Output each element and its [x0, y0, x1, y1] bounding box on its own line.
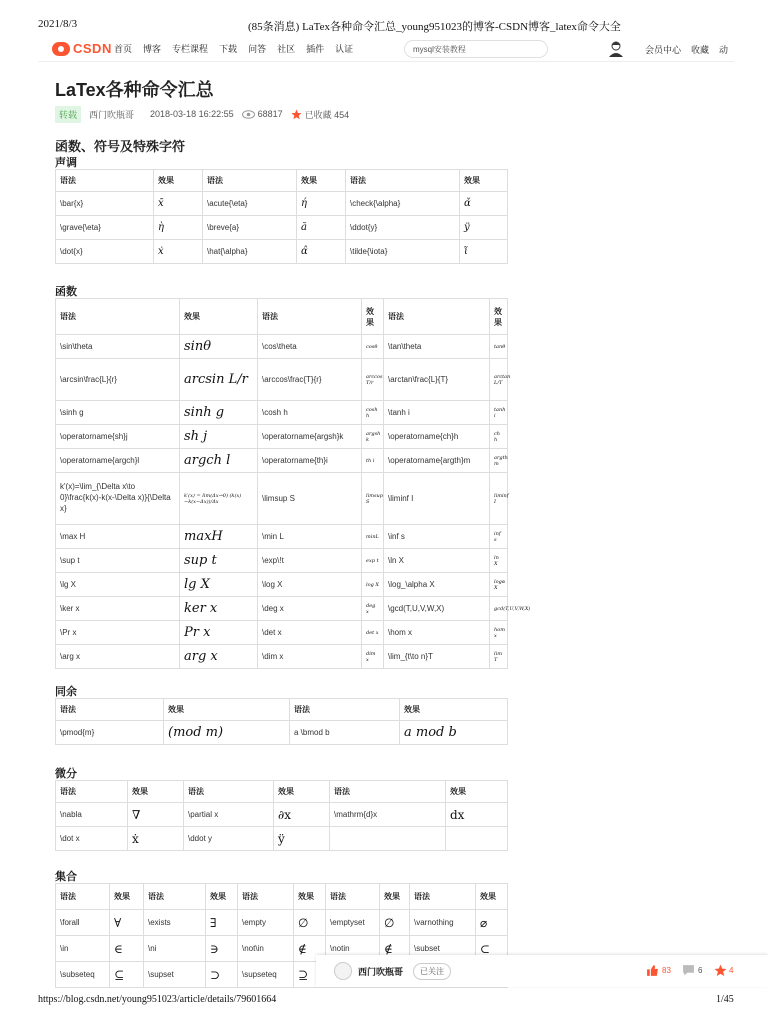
- effect-cell: ⊆: [110, 962, 144, 988]
- effect-cell: ∉: [294, 936, 326, 962]
- syntax-cell: \ker x: [56, 597, 180, 621]
- table-row: [56, 473, 508, 525]
- publish-date: 2018-03-18 16:22:55: [150, 109, 234, 119]
- csdn-logo-icon: [52, 42, 70, 56]
- syntax-cell: \varnothing: [410, 910, 476, 936]
- nav-menu: [114, 42, 353, 55]
- syntax-cell: \liminf I: [384, 473, 490, 525]
- header-cell: 语法: [144, 884, 206, 910]
- effect-cell: exp t: [362, 549, 384, 573]
- heading-weifen: 微分: [55, 768, 77, 780]
- effect-cell: dim x: [362, 645, 384, 669]
- header-cell: 效果: [110, 884, 144, 910]
- effect-cell: tanh i: [490, 401, 508, 425]
- header-cell: 语法: [258, 299, 362, 335]
- table-row: [56, 597, 508, 621]
- effect-cell: ∋: [206, 936, 238, 962]
- author-avatar[interactable]: [334, 962, 352, 980]
- nav-item-activity[interactable]: 动: [719, 45, 729, 55]
- syntax-cell: \dim x: [258, 645, 362, 669]
- syntax-cell: \breve{a}: [203, 216, 297, 240]
- table-row: [56, 359, 508, 401]
- syntax-cell: \cos\theta: [258, 335, 362, 359]
- effect-cell: tanθ: [490, 335, 508, 359]
- effect-cell: sinθ: [180, 335, 258, 359]
- header-cell: 语法: [290, 699, 400, 721]
- effect-cell: ẋ: [154, 240, 203, 264]
- effect-cell: ÿ: [274, 827, 330, 851]
- article-title: LaTex各种命令汇总: [55, 80, 214, 100]
- syntax-cell: \deg x: [258, 597, 362, 621]
- effect-cell: ẋ: [128, 827, 184, 851]
- syntax-cell: \hat{\alpha}: [203, 240, 297, 264]
- syntax-cell: \log_\alpha X: [384, 573, 490, 597]
- header-cell: 语法: [346, 170, 460, 192]
- table-row: [56, 192, 508, 216]
- effect-cell: dx: [446, 803, 508, 827]
- effect-cell: ă: [297, 216, 346, 240]
- syntax-cell: \bar{x}: [56, 192, 154, 216]
- syntax-cell: \check{\alpha}: [346, 192, 460, 216]
- section-title: 函数、符号及特殊字符: [55, 139, 186, 154]
- search-input[interactable]: mysql安装教程: [404, 40, 548, 58]
- effect-cell: Pr x: [180, 621, 258, 645]
- table-row: [56, 335, 508, 359]
- effect-cell: ∅: [294, 910, 326, 936]
- article-meta: [55, 106, 349, 122]
- effect-cell: ⊂: [476, 936, 508, 962]
- syntax-cell: \operatorname{th}i: [258, 449, 362, 473]
- effect-cell: logα X: [490, 573, 508, 597]
- effect-cell: det x: [362, 621, 384, 645]
- effect-cell: ∂x: [274, 803, 330, 827]
- syntax-cell: \subset: [410, 936, 476, 962]
- effect-cell: ⊃: [206, 962, 238, 988]
- effect-cell: ÿ: [460, 216, 508, 240]
- effect-cell: arccos T/r: [362, 359, 384, 401]
- syntax-cell: \ddot{y}: [346, 216, 460, 240]
- syntax-cell: \ln X: [384, 549, 490, 573]
- header-cell: 语法: [330, 781, 446, 803]
- table-weifen: [55, 780, 508, 851]
- effect-cell: ∅: [380, 910, 410, 936]
- syntax-cell: \operatorname{ch}h: [384, 425, 490, 449]
- bottom-toolbar: [316, 955, 768, 987]
- table-row: [56, 240, 508, 264]
- header-cell: 效果: [476, 884, 508, 910]
- syntax-cell: \operatorname{sh}j: [56, 425, 180, 449]
- favorite-status[interactable]: [291, 108, 350, 121]
- effect-cell: ⊇: [294, 962, 326, 988]
- effect-cell: (mod m): [164, 721, 290, 745]
- effect-cell: ή: [297, 192, 346, 216]
- table-row: [56, 645, 508, 669]
- header-cell: 效果: [294, 884, 326, 910]
- author-link[interactable]: 西门吹瓶哥: [89, 109, 135, 120]
- header-cell: 语法: [384, 299, 490, 335]
- effect-cell: argth m: [490, 449, 508, 473]
- syntax-cell: \gcd(T,U,V,W,X): [384, 597, 490, 621]
- effect-cell: gcd(T,U,V,W,X): [490, 597, 508, 621]
- syntax-cell: \arctan\frac{L}{T}: [384, 359, 490, 401]
- effect-cell: th i: [362, 449, 384, 473]
- effect-cell: sinh g: [180, 401, 258, 425]
- syntax-cell: \arccos\frac{T}{r}: [258, 359, 362, 401]
- eye-icon: [242, 110, 255, 119]
- effect-cell: log X: [362, 573, 384, 597]
- heading-hanshu: 函数: [55, 286, 77, 298]
- table-shengdiao: [55, 169, 508, 264]
- syntax-cell: \subseteq: [56, 962, 110, 988]
- syntax-cell: \sup t: [56, 549, 180, 573]
- effect-cell: hom x: [490, 621, 508, 645]
- syntax-cell: \hom x: [384, 621, 490, 645]
- table-row: [56, 449, 508, 473]
- table-row: [56, 621, 508, 645]
- comment-button[interactable]: [682, 964, 702, 976]
- reprint-badge: 转载: [55, 106, 81, 123]
- heading-jihe: 集合: [55, 871, 77, 883]
- header-cell: 效果: [180, 299, 258, 335]
- syntax-cell: \supseteq: [238, 962, 294, 988]
- effect-cell: x̄: [154, 192, 203, 216]
- effect-cell: a mod b: [400, 721, 508, 745]
- header-cell: 效果: [274, 781, 330, 803]
- csdn-logo-text: CSDN: [73, 41, 112, 56]
- syntax-cell: \log X: [258, 573, 362, 597]
- syntax-cell: \tanh i: [384, 401, 490, 425]
- syntax-cell: \max H: [56, 525, 180, 549]
- effect-cell: argch l: [180, 449, 258, 473]
- syntax-cell: \notin: [326, 936, 380, 962]
- syntax-cell: \supset: [144, 962, 206, 988]
- header-cell: 效果: [128, 781, 184, 803]
- header-cell: 效果: [380, 884, 410, 910]
- effect-cell: argsh k: [362, 425, 384, 449]
- nav-item-member-center[interactable]: 会员中心: [645, 45, 682, 55]
- header-cell: 效果: [446, 781, 508, 803]
- syntax-cell: \forall: [56, 910, 110, 936]
- syntax-cell: \arcsin\frac{L}{r}: [56, 359, 180, 401]
- syntax-cell: \grave{\eta}: [56, 216, 154, 240]
- header-cell: 效果: [164, 699, 290, 721]
- header-cell: 语法: [184, 781, 274, 803]
- effect-cell: cosh h: [362, 401, 384, 425]
- effect-cell: sup t: [180, 549, 258, 573]
- syntax-cell: \ni: [144, 936, 206, 962]
- syntax-cell: \sin\theta: [56, 335, 180, 359]
- header-cell: 效果: [206, 884, 238, 910]
- syntax-cell: \lim_{t\to n}T: [384, 645, 490, 669]
- effect-cell: deg x: [362, 597, 384, 621]
- nav-item-community[interactable]: 社区: [277, 44, 296, 54]
- print-title: (85条消息) LaTex各种命令汇总_young951023的博客-CSDN博客_latex命令大全: [248, 21, 621, 33]
- effect-cell: ⌀: [476, 910, 508, 936]
- thumbs-up-icon: [646, 964, 659, 977]
- header-cell: 语法: [326, 884, 380, 910]
- header-cell: 语法: [56, 884, 110, 910]
- csdn-logo[interactable]: [52, 41, 112, 56]
- syntax-cell: \partial x: [184, 803, 274, 827]
- syntax-cell: \nabla: [56, 803, 128, 827]
- table-header-row: [56, 699, 508, 721]
- syntax-cell: \tilde{\iota}: [346, 240, 460, 264]
- print-date: 2021/8/3: [38, 18, 78, 30]
- nav-item-courses[interactable]: 专栏课程: [172, 44, 209, 54]
- effect-cell: cosθ: [362, 335, 384, 359]
- syntax-cell: \operatorname{argsh}k: [258, 425, 362, 449]
- effect-cell: α̌: [460, 192, 508, 216]
- syntax-cell: \dot{x}: [56, 240, 154, 264]
- syntax-cell: \not\in: [238, 936, 294, 962]
- header-cell: 语法: [203, 170, 297, 192]
- effect-cell: arg x: [180, 645, 258, 669]
- syntax-cell: \sinh g: [56, 401, 180, 425]
- table-hanshu: [55, 298, 531, 669]
- header-cell: 语法: [56, 699, 164, 721]
- syntax-cell: \in: [56, 936, 110, 962]
- table-row: [56, 910, 508, 936]
- header-cell: 效果: [400, 699, 508, 721]
- effect-cell: ὴ: [154, 216, 203, 240]
- like-count: 83: [662, 966, 671, 975]
- syntax-cell: \exp\!t: [258, 549, 362, 573]
- syntax-cell: \operatorname{argch}l: [56, 449, 180, 473]
- nav-item-blog[interactable]: 博客: [143, 44, 162, 54]
- syntax-cell: \tan\theta: [384, 335, 490, 359]
- collect-button[interactable]: [714, 964, 733, 977]
- nav-item-certification[interactable]: 认证: [335, 44, 354, 54]
- table-row: [56, 216, 508, 240]
- syntax-cell: a \bmod b: [290, 721, 400, 745]
- effect-cell: liminf I: [490, 473, 508, 525]
- effect-cell: k′(x) = lim(Δx→0) (k(x)−k(x−Δx))/Δx: [180, 473, 258, 525]
- effect-cell: ch h: [490, 425, 508, 449]
- syntax-cell: \cosh h: [258, 401, 362, 425]
- effect-cell: ∇: [128, 803, 184, 827]
- print-url: https://blog.csdn.net/young951023/article/details/79601664: [38, 994, 277, 1005]
- effect-cell: ∉: [380, 936, 410, 962]
- syntax-cell: \dot x: [56, 827, 128, 851]
- effect-cell: ∀: [110, 910, 144, 936]
- nav-right-menu: [645, 43, 728, 56]
- effect-cell: arcsin L/r: [180, 359, 258, 401]
- user-avatar-icon[interactable]: [606, 39, 626, 59]
- table-row: [56, 803, 508, 827]
- table-row: [56, 573, 508, 597]
- nav-item-qa[interactable]: 问答: [248, 44, 267, 54]
- view-count: [242, 109, 283, 119]
- syntax-cell: \exists: [144, 910, 206, 936]
- effect-cell: α̂: [297, 240, 346, 264]
- header-cell: 效果: [297, 170, 346, 192]
- favorite-count: 已收藏 454: [304, 109, 350, 120]
- table-header-row: [56, 170, 508, 192]
- syntax-cell: \ddot y: [184, 827, 274, 851]
- effect-cell: ker x: [180, 597, 258, 621]
- heading-tongyu: 同余: [55, 686, 77, 698]
- header-cell: 语法: [238, 884, 294, 910]
- table-row: [56, 549, 508, 573]
- comment-count: 6: [698, 965, 703, 975]
- effect-cell: arctan L/T: [490, 359, 508, 401]
- effect-cell: limsup S: [362, 473, 384, 525]
- syntax-cell: \acute{\eta}: [203, 192, 297, 216]
- syntax-cell: \min L: [258, 525, 362, 549]
- syntax-cell: \det x: [258, 621, 362, 645]
- effect-cell: lg X: [180, 573, 258, 597]
- syntax-cell: \pmod{m}: [56, 721, 164, 745]
- syntax-cell: \Pr x: [56, 621, 180, 645]
- effect-cell: ln X: [490, 549, 508, 573]
- table-header-row: [56, 884, 508, 910]
- table-header-row: [56, 781, 508, 803]
- syntax-cell: [330, 827, 446, 851]
- syntax-cell: \arg x: [56, 645, 180, 669]
- header-cell: 效 果: [490, 299, 508, 335]
- table-row: [56, 401, 508, 425]
- top-navbar: [38, 36, 734, 62]
- header-cell: 语法: [56, 781, 128, 803]
- nav-item-favorites[interactable]: 收藏: [691, 45, 710, 55]
- effect-cell: lim T: [490, 645, 508, 669]
- header-cell: 语法: [410, 884, 476, 910]
- effect-cell: ∈: [110, 936, 144, 962]
- table-row: [56, 827, 508, 851]
- follow-button[interactable]: 已关注: [413, 963, 451, 980]
- collect-count: 4: [729, 966, 734, 975]
- header-cell: 效 果: [362, 299, 384, 335]
- table-row: [56, 425, 508, 449]
- syntax-cell: \lg X: [56, 573, 180, 597]
- table-header-row: [56, 299, 508, 335]
- bottom-author-name[interactable]: 西门吹瓶哥: [358, 966, 404, 977]
- heading-shengdiao: 声调: [55, 157, 77, 169]
- nav-item-download[interactable]: 下载: [219, 44, 238, 54]
- comment-icon: [682, 964, 695, 976]
- syntax-cell: \emptyset: [326, 910, 380, 936]
- effect-cell: ∃: [206, 910, 238, 936]
- effect-cell: inf s: [490, 525, 508, 549]
- effect-cell: [446, 827, 508, 851]
- star-icon: [291, 109, 302, 120]
- table-row: [56, 525, 508, 549]
- effect-cell: minL: [362, 525, 384, 549]
- effect-cell: ι̃: [460, 240, 508, 264]
- nav-item-plugins[interactable]: 插件: [306, 44, 325, 54]
- effect-cell: sh j: [180, 425, 258, 449]
- print-page-number: 1/45: [716, 994, 734, 1005]
- header-cell: 效果: [154, 170, 203, 192]
- header-cell: 语法: [56, 170, 154, 192]
- table-tongyu: [55, 698, 508, 745]
- header-cell: 效果: [460, 170, 508, 192]
- syntax-cell: \inf s: [384, 525, 490, 549]
- table-row: [56, 721, 508, 745]
- header-cell: 语法: [56, 299, 180, 335]
- syntax-cell: \mathrm{d}x: [330, 803, 446, 827]
- star-icon: [714, 964, 727, 977]
- syntax-cell: \operatorname{argth}m: [384, 449, 490, 473]
- syntax-cell: k'(x)=\lim_{\Delta x\to 0}\frac{k(x)-k(x-\Delta x)}{\Delta x}: [56, 473, 180, 525]
- view-count-value: 68817: [257, 109, 283, 119]
- nav-item-home[interactable]: 首页: [114, 44, 133, 54]
- like-button[interactable]: [646, 964, 671, 977]
- syntax-cell: \empty: [238, 910, 294, 936]
- syntax-cell: \limsup S: [258, 473, 362, 525]
- effect-cell: maxH: [180, 525, 258, 549]
